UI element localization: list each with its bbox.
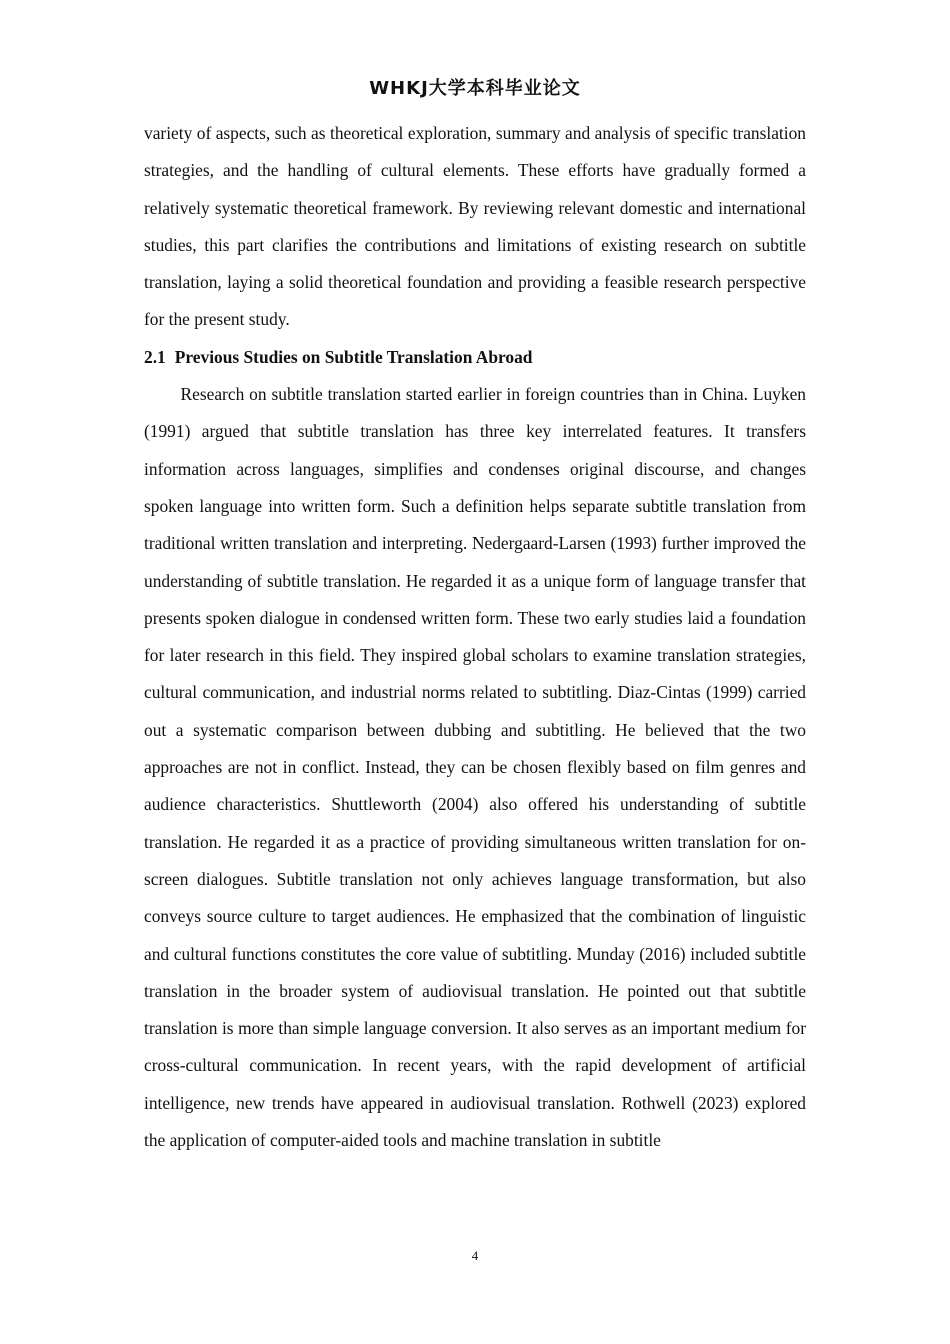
section-heading [144,339,806,376]
page-number: 4 [471,1248,479,1263]
intro-paragraph: variety of aspects, such as theoretical exploration, summary and analysis of specific translation strategies, and the handling of cultural elements. These efforts have gradually formed a relatively systematic theoretical framework. By reviewing relevant domestic and international studies, this part clarifies the contributions and limitations of existing research on subtitle translation, laying a solid theoretical foundation and providing a feasible research perspective for the present study. [144,123,806,330]
document-body [144,115,806,1159]
section-paragraph: Research on subtitle translation started earlier in foreign countries than in China. Luyken (1991) argued that subtitle translation has three key interrelated features. It transfers information across languages, simplifies and condenses original discourse, and changes spoken language into written form. Such a definition helps separate subtitle translation from traditional written translation and interpreting. Nedergaard-Larsen (1993) further improved the understanding of subtitle translation. He regarded it as a unique form of language transfer that presents spoken dialogue in condensed written form. These two early studies laid a foundation for later research in this field. They inspired global scholars to examine translation strategies, cultural communication, and industrial norms related to subtitling. Diaz-Cintas (1999) carried out a systematic comparison between dubbing and subtitling. He believed that the two approaches are not in conflict. Instead, they can be chosen flexibly based on film genres and audience characteristics. Shuttleworth (2004) also offered his understanding of subtitle translation. He regarded it as a practice of providing simultaneous written translation for on-screen dialogues. Subtitle translation not only achieves language transformation, but also conveys source culture to target audiences. He emphasized that the combination of linguistic and cultural functions constitutes the core value of subtitling. Munday (2016) included subtitle translation in the broader system of audiovisual translation. He pointed out that subtitle translation is more than simple language conversion. It also serves as an important medium for cross-cultural communication. In recent years, with the rapid development of artificial intelligence, new trends have appeared in audiovisual translation. Rothwell (2023) explored the application of computer-aided tools and machine translation in subtitle [144,384,806,1151]
section-number: 2.1 [144,346,166,367]
section-title: Previous Studies on Subtitle Translation Abroad [174,346,533,367]
page-header-title: WHKJ大学本科毕业论文 [369,78,581,99]
